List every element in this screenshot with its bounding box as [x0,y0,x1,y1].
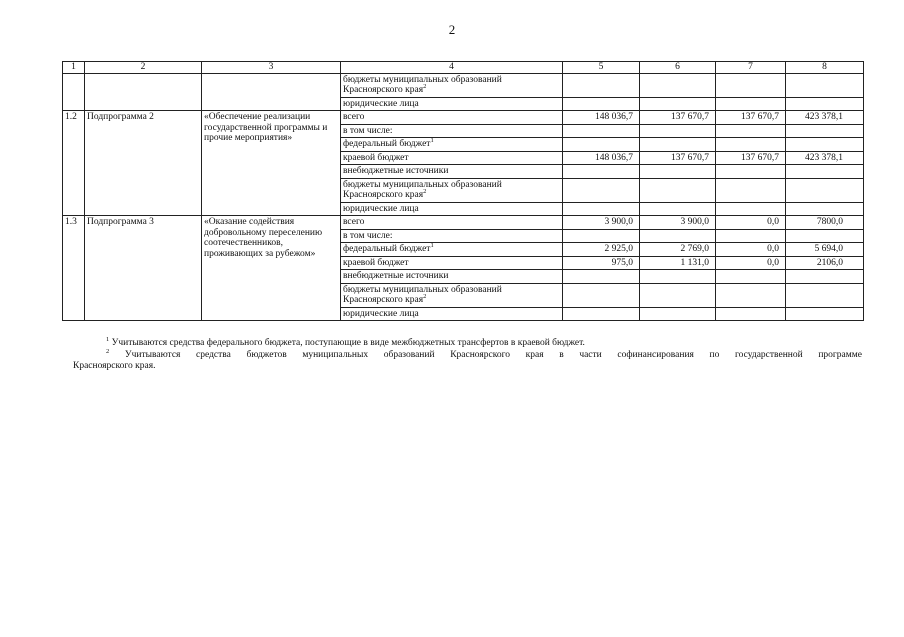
col-header-6: 6 [640,62,716,74]
col-header-2: 2 [85,62,202,74]
value-cell: 2 925,0 [563,243,640,257]
funding-source-cell: всего [341,216,563,230]
col-header-7: 7 [716,62,786,74]
funding-source-cell: краевой бюджет [341,256,563,270]
column-number-row [63,62,864,74]
value-cell: 2 769,0 [640,243,716,257]
footnote-2: $^2$ Учитываются средства бюджетов муниципальных образований Красноярского края в части софинансирования по государственной программе [106,347,863,360]
footnote-2-continuation: Красноярского края. [73,361,156,371]
col-header-3: 3 [202,62,341,74]
funding-source-cell: бюджеты муниципальных образований Красноярского края$^2$ [341,73,563,97]
value-cell: 148 036,7 [563,151,640,165]
subprogram-name-cell: Подпрограмма 2 [85,111,202,216]
funding-source-cell: всего [341,111,563,125]
footnotes [73,335,863,373]
table-row [63,216,864,230]
funding-source-cell: краевой бюджет [341,151,563,165]
total-cell: 7800,0 [786,216,864,230]
budget-table [62,61,864,321]
value-cell: 137 670,7 [640,151,716,165]
value-cell: 148 036,7 [563,111,640,125]
funding-source-cell: федеральный бюджет$^1$ [341,138,563,152]
value-cell: 1 131,0 [640,256,716,270]
row-number-cell: 1.2 [63,111,85,216]
funding-source-cell: бюджеты муниципальных образований Красноярского края$^2$ [341,283,563,307]
subprogram-title-cell: «Оказание содействия добровольному переселению соотечественников, проживающих за рубежом» [202,216,341,321]
value-cell: 0,0 [716,216,786,230]
col-header-4: 4 [341,62,563,74]
subprogram-name-cell [85,73,202,111]
subprogram-title-cell: «Обеспечение реализации государственной программы и прочие мероприятия» [202,111,341,216]
total-cell: 423 378,1 [786,111,864,125]
value-cell: 137 670,7 [716,151,786,165]
value-cell: 137 670,7 [716,111,786,125]
funding-source-cell: юридические лица [341,97,563,111]
total-cell: 423 378,1 [786,151,864,165]
value-cell: 3 900,0 [563,216,640,230]
total-cell: 5 694,0 [786,243,864,257]
subprogram-title-cell [202,73,341,111]
footnote-1: $^1$ Учитываются средства федерального бюджета, поступающие в виде межбюджетных трансфертов в краевой бюджет. [106,335,585,348]
total-cell: 2106,0 [786,256,864,270]
funding-source-cell: федеральный бюджет$^1$ [341,243,563,257]
row-number-cell [63,73,85,111]
value-cell: 0,0 [716,256,786,270]
table-row [63,111,864,125]
page-number: 2 [448,22,456,37]
funding-source-cell: в том числе: [341,229,563,243]
col-header-1: 1 [63,62,85,74]
funding-source-cell: в том числе: [341,124,563,138]
subprogram-name-cell: Подпрограмма 3 [85,216,202,321]
table-row [63,73,864,97]
funding-source-cell: внебюджетные источники [341,270,563,284]
funding-source-cell: юридические лица [341,307,563,321]
funding-source-cell: внебюджетные источники [341,165,563,179]
col-header-5: 5 [563,62,640,74]
value-cell: 0,0 [716,243,786,257]
row-number-cell: 1.3 [63,216,85,321]
funding-source-cell: юридические лица [341,202,563,216]
value-cell: 975,0 [563,256,640,270]
funding-source-cell: бюджеты муниципальных образований Красноярского края$^2$ [341,178,563,202]
value-cell: 137 670,7 [640,111,716,125]
value-cell: 3 900,0 [640,216,716,230]
col-header-8: 8 [786,62,864,74]
